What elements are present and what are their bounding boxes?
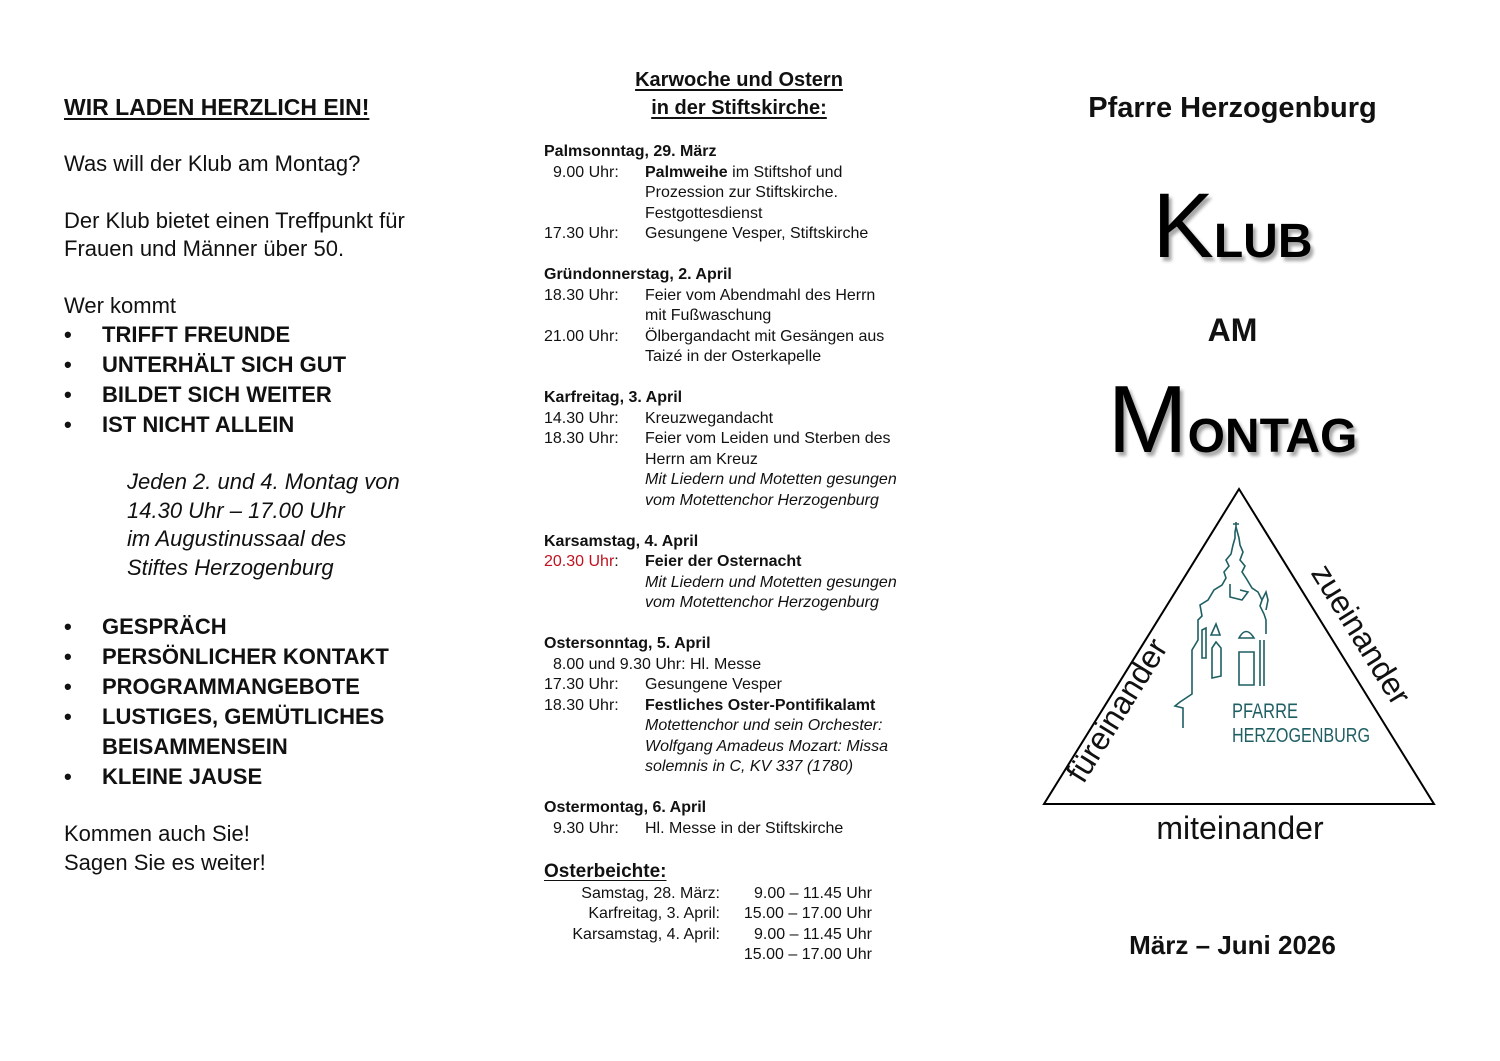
- event-row: [544, 716, 944, 737]
- event-time: [544, 470, 645, 491]
- schedule-title-line-2: in der Stiftskirche:: [651, 97, 827, 119]
- benefits-list: [64, 320, 504, 440]
- event-row: [544, 306, 944, 327]
- event-description: [645, 204, 944, 225]
- intro-line-2: Frauen und Männer über 50.: [64, 236, 345, 261]
- event-description: [645, 757, 944, 778]
- event-description: [645, 593, 944, 614]
- event-time-value: 9.00 Uhr:: [553, 163, 619, 181]
- beichte-time: 15.00 – 17.00 Uhr: [743, 946, 872, 963]
- event-description: [645, 347, 944, 368]
- event-note-italic: solemnis in C, KV 337 (1780): [645, 758, 854, 775]
- intro-line-1: Der Klub bietet einen Treffpunkt für: [64, 207, 405, 233]
- event-time-value: 21.00 Uhr:: [544, 327, 619, 345]
- event-row: [544, 224, 944, 245]
- event-description: [645, 306, 944, 327]
- klub-title: [1040, 166, 1425, 313]
- day-block: [544, 532, 944, 635]
- event-description: [645, 573, 944, 594]
- day-heading: Gründonnerstag, 2. April: [544, 266, 732, 283]
- offer-item: • GESPRÄCH: [64, 612, 504, 642]
- event-time: [544, 183, 645, 204]
- day-heading: Palmsonntag, 29. März: [544, 143, 717, 160]
- beichte-row: [544, 945, 944, 966]
- days-list: [544, 142, 944, 860]
- event-time-value: 17.30 Uhr:: [544, 676, 619, 693]
- benefit-item: • TRIFFT FREUNDE: [64, 320, 504, 350]
- event-time: [544, 696, 645, 717]
- klub-rest: LUB: [1213, 215, 1313, 268]
- beichte-day: [544, 945, 720, 966]
- beichte-time: 9.00 – 11.45 Uhr: [753, 884, 872, 902]
- event-time: [544, 573, 645, 594]
- event-note-italic: Mit Liedern und Motetten gesungen: [645, 573, 897, 591]
- event-row: [544, 573, 944, 594]
- day-block: [544, 634, 944, 798]
- osterbeichte-list: [544, 884, 944, 966]
- middle-panel: [544, 66, 944, 966]
- montag-initial: M: [1107, 366, 1188, 473]
- event-description: [645, 819, 944, 840]
- left-panel: [64, 92, 504, 877]
- event-time: [544, 306, 645, 327]
- event-text: Gesungene Vesper: [645, 676, 782, 693]
- event-time-value: 9.30 Uhr:: [553, 819, 619, 837]
- event-description: [645, 163, 944, 184]
- event-note-italic: vom Motettenchor Herzogenburg: [645, 491, 879, 509]
- event-text: Kreuzwegandacht: [645, 409, 774, 427]
- parish-name: Pfarre Herzogenburg: [1088, 92, 1377, 124]
- event-row: [544, 163, 944, 184]
- beichte-time: 15.00 – 17.00 Uhr: [743, 905, 872, 922]
- event-description: [645, 470, 944, 491]
- event-note-italic: Motettenchor und sein Orchester:: [645, 717, 883, 734]
- schedule-line: im Augustinussaal des: [127, 526, 347, 551]
- event-time-value: 20.30 Uhr: [544, 553, 615, 570]
- date-range: März – Juni 2026: [1129, 930, 1336, 960]
- logo-text-herzogenburg: HERZOGENBURG: [1232, 725, 1370, 747]
- beichte-row: [544, 925, 944, 946]
- church-logo-icon: [1175, 522, 1268, 728]
- event-text: Festgottesdienst: [645, 204, 763, 222]
- event-time-value: 14.30 Uhr:: [544, 409, 619, 427]
- event-time-suffix: :: [614, 553, 619, 570]
- event-description: [645, 675, 944, 696]
- beichte-day: Karfreitag, 3. April:: [588, 905, 720, 922]
- event-time: [544, 819, 645, 840]
- event-description: [645, 429, 944, 450]
- triangle-diagram: [1030, 480, 1450, 810]
- event-text: im Stiftshof und: [727, 163, 843, 181]
- event-time-value: 18.30 Uhr:: [544, 286, 619, 304]
- offer-item: • PERSÖNLICHER KONTAKT: [64, 642, 504, 672]
- event-title-bold: Palmweihe: [645, 163, 728, 181]
- event-time: [544, 286, 645, 307]
- event-row: [544, 347, 944, 368]
- event-row: [544, 552, 944, 573]
- klub-initial: K: [1152, 175, 1214, 277]
- logo-text-pfarre: PFARRE: [1232, 700, 1298, 723]
- event-text: Feier vom Leiden und Sterben des: [645, 430, 891, 447]
- event-row: [544, 655, 944, 676]
- event-title-bold: Feier der Osternacht: [645, 553, 802, 570]
- event-description: [645, 696, 944, 717]
- event-time: [544, 491, 645, 512]
- invitation-heading: WIR LADEN HERZLICH EIN!: [64, 94, 370, 120]
- event-row: [544, 204, 944, 225]
- event-text: Prozession zur Stiftskirche.: [645, 184, 838, 201]
- closing-line-2: Sagen Sie es weiter!: [64, 849, 266, 875]
- event-note-italic: vom Motettenchor Herzogenburg: [645, 594, 879, 611]
- label-zueinander: zueinander: [1304, 557, 1419, 711]
- event-row: [544, 470, 944, 491]
- day-heading: Karfreitag, 3. April: [544, 389, 683, 406]
- event-row: [544, 593, 944, 614]
- closing-line-1: Kommen auch Sie!: [64, 821, 250, 846]
- event-time: [544, 450, 645, 471]
- event-row: [544, 491, 944, 512]
- event-time-value: 18.30 Uhr:: [544, 696, 619, 714]
- event-text: Taizé in der Osterkapelle: [645, 348, 822, 365]
- event-text: Feier vom Abendmahl des Herrn: [645, 286, 876, 304]
- event-row: [544, 819, 944, 840]
- event-time: [544, 327, 645, 348]
- offer-item: [64, 702, 504, 762]
- question-text: Was will der Klub am Montag?: [64, 151, 361, 176]
- event-time-value: 17.30 Uhr:: [544, 225, 619, 242]
- day-heading: Karsamstag, 4. April: [544, 532, 699, 550]
- event-row: [544, 737, 944, 758]
- beichte-day: Samstag, 28. März:: [581, 884, 720, 902]
- event-description: [645, 737, 944, 758]
- offer-item: • KLEINE JAUSE: [64, 762, 504, 792]
- wer-kommt-label: Wer kommt: [64, 292, 177, 318]
- event-row: [544, 450, 944, 471]
- event-description: [645, 327, 944, 348]
- montag-rest: ONTAG: [1187, 410, 1358, 463]
- event-text: mit Fußwaschung: [645, 307, 772, 324]
- event-note-italic: Wolfgang Amadeus Mozart: Missa: [645, 737, 889, 755]
- beichte-row: [544, 884, 944, 905]
- day-block: [544, 142, 944, 265]
- event-row: [544, 429, 944, 450]
- offer-item-line: BEISAMMENSEIN: [102, 734, 288, 759]
- event-time: [544, 675, 645, 696]
- event-row: [544, 286, 944, 307]
- beichte-row: [544, 904, 944, 925]
- event-description: [645, 183, 944, 204]
- event-text: Ölbergandacht mit Gesängen aus: [645, 327, 885, 345]
- event-time: [544, 347, 645, 368]
- event-note-italic: Mit Liedern und Motetten gesungen: [645, 471, 897, 488]
- event-row: [544, 696, 944, 717]
- event-time: [544, 757, 645, 778]
- day-block: [544, 388, 944, 532]
- event-time: [544, 204, 645, 225]
- event-time: [544, 224, 645, 245]
- event-time: [544, 163, 645, 184]
- event-time-value: 18.30 Uhr:: [544, 430, 619, 447]
- event-time: [544, 552, 645, 573]
- event-row: [544, 409, 944, 430]
- event-text: Herrn am Kreuz: [645, 450, 758, 468]
- event-time: [544, 409, 645, 430]
- event-description: [645, 409, 944, 430]
- event-row: [544, 757, 944, 778]
- event-text: Hl. Messe in der Stiftskirche: [645, 819, 844, 837]
- event-description: [645, 552, 944, 573]
- label-fuereinander: füreinander: [1058, 631, 1175, 789]
- event-time: [544, 737, 645, 758]
- day-heading: Ostersonntag, 5. April: [544, 635, 711, 652]
- event-time: [544, 593, 645, 614]
- event-description: [645, 491, 944, 512]
- schedule-line: 14.30 Uhr – 17.00 Uhr: [127, 497, 345, 523]
- event-description: [645, 224, 944, 245]
- benefit-item: • UNTERHÄLT SICH GUT: [64, 350, 504, 380]
- benefit-item: • IST NICHT ALLEIN: [64, 410, 504, 440]
- day-block: [544, 798, 944, 860]
- schedule-line: Jeden 2. und 4. Montag von: [127, 469, 400, 494]
- am-title: AM: [1207, 312, 1258, 348]
- offers-list: [64, 612, 504, 792]
- event-description: [645, 450, 944, 471]
- event-row: [544, 183, 944, 204]
- event-time: [544, 716, 645, 737]
- offer-item-line: LUSTIGES, GEMÜTLICHES: [102, 704, 385, 729]
- day-heading: Ostermontag, 6. April: [544, 799, 707, 816]
- event-time: [544, 429, 645, 450]
- event-description: [645, 286, 944, 307]
- beichte-day: Karsamstag, 4. April:: [572, 925, 720, 943]
- event-text: Gesungene Vesper, Stiftskirche: [645, 225, 869, 242]
- label-miteinander: miteinander: [1156, 810, 1324, 846]
- event-title-bold: Festliches Oster-Pontifikalamt: [645, 696, 876, 714]
- osterbeichte-heading: Osterbeichte:: [544, 860, 667, 882]
- benefit-item: • BILDET SICH WEITER: [64, 380, 504, 410]
- offer-item: • PROGRAMMANGEBOTE: [64, 672, 504, 702]
- event-description: [645, 716, 944, 737]
- beichte-time: 9.00 – 11.45 Uhr: [753, 925, 872, 943]
- event-full-line: 8.00 und 9.30 Uhr: Hl. Messe: [553, 655, 762, 673]
- day-block: [544, 265, 944, 388]
- event-row: [544, 327, 944, 348]
- schedule-line: Stiftes Herzogenburg: [127, 554, 334, 580]
- event-row: [544, 675, 944, 696]
- schedule-title-line-1: Karwoche und Ostern: [635, 69, 843, 91]
